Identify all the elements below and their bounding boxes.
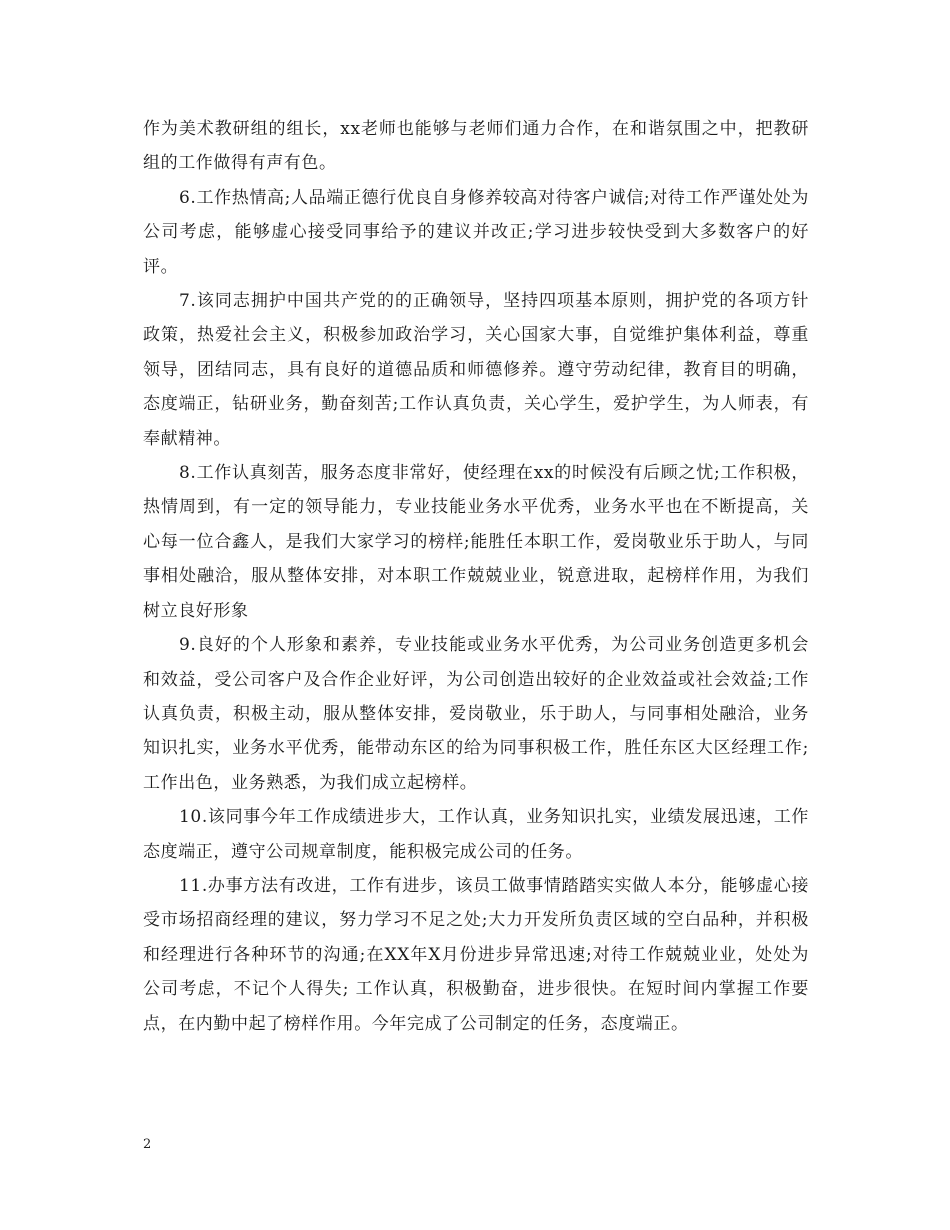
paragraph-item-7: 7.该同志拥护中国共产党的的正确领导，坚持四项基本原则，拥护党的各项方针政策，热爱社会主义，积极参加政治学习，关心国家大事，自觉维护集体利益，尊重领导，团结同志，具有良好的道德品质和师德修养。遵守劳动纪律，教育目的明确，态度端正，钻研业务，勤奋刻苦;工作认真负责，关心学生，爱护学生，为人师表，有奉献精神。 <box>143 291 809 449</box>
paragraph-item-9: 9.良好的个人形象和素养，专业技能或业务水平优秀，为公司业务创造更多机会和效益，受公司客户及合作企业好评，为公司创造出较好的企业效益或社会效益;工作认真负责，积极主动，服从整体安排，爱岗敬业，乐于助人，与同事相处融洽，业务知识扎实，业务水平优秀，能带动东区的给为同事积极工作，胜任东区大区经理工作;工作出色，业务熟悉，为我们成立起榜样。 <box>143 635 809 793</box>
paragraph-item-8: 8.工作认真刻苦，服务态度非常好，使经理在xx的时候没有后顾之忧;工作积极，热情周到，有一定的领导能力，专业技能业务水平优秀，业务水平也在不断提高，关心每一位合鑫人，是我们大家学习的榜样;能胜任本职工作，爱岗敬业乐于助人，与同事相处融洽，服从整体安排，对本职工作兢兢业业，锐意进取，起榜样作用，为我们树立良好形象 <box>143 463 809 621</box>
paragraph-item-6: 6.工作热情高;人品端正德行优良自身修养较高对待客户诚信;对待工作严谨处处为公司考虑，能够虚心接受同事给予的建议并改正;学习进步较快受到大多数客户的好评。 <box>143 187 809 277</box>
page-number: 2 <box>143 1137 152 1152</box>
paragraph-item-10: 10.该同事今年工作成绩进步大，工作认真，业务知识扎实，业绩发展迅速，工作态度端正，遵守公司规章制度，能积极完成公司的任务。 <box>143 807 809 862</box>
document-body <box>143 112 809 1041</box>
paragraph-intro: 作为美术教研组的组长，xx老师也能够与老师们通力合作，在和谐氛围之中，把教研组的工作做得有声有色。 <box>143 119 809 174</box>
paragraph-item-11: 11.办事方法有改进，工作有进步，该员工做事情踏踏实实做人本分，能够虚心接受市场招商经理的建议，努力学习不足之处;大力开发所负责区域的空白品种，并积极和经理进行各种环节的沟通;在XX年X月份进步异常迅速;对待工作兢兢业业，处处为公司考虑，不记个人得失; 工作认真，积极勤奋，进步很快。在短时间内掌握工作要点，在内勤中起了榜样作用。今年完成了公司制定的任务，态度端正。 <box>143 875 809 1034</box>
